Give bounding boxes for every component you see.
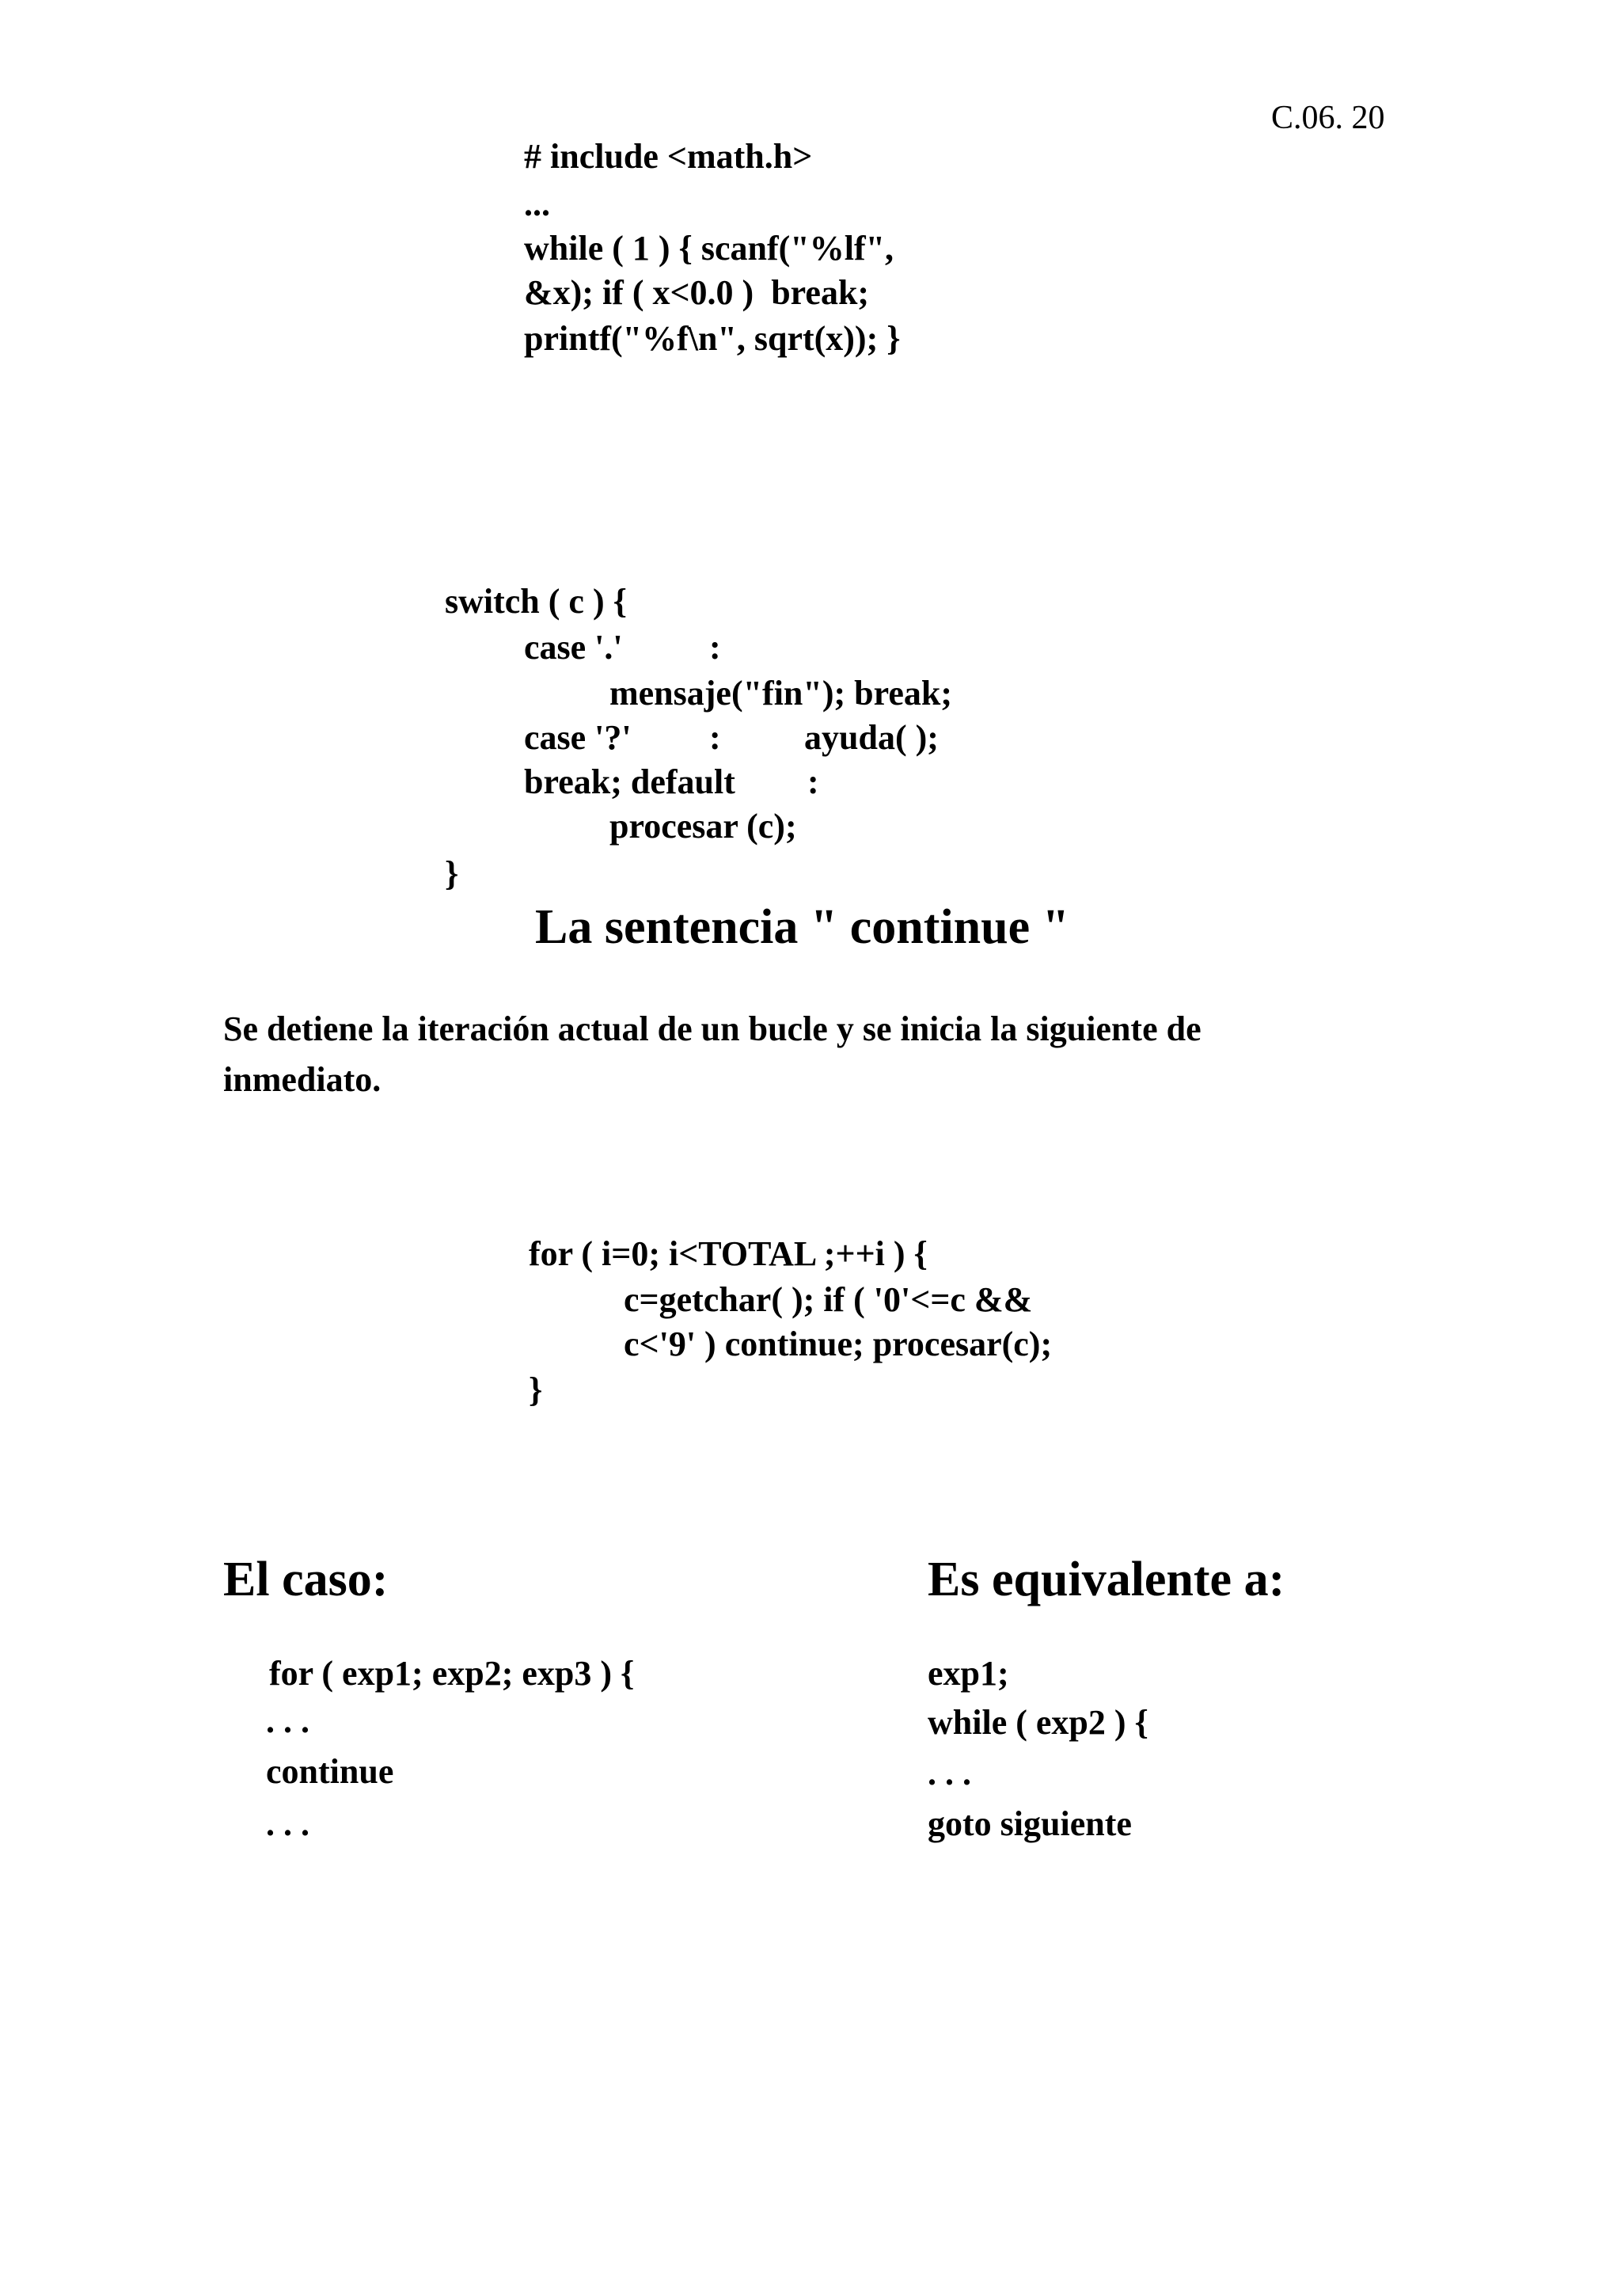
code-colon: : [709, 718, 721, 757]
code-line: continue [266, 1752, 394, 1791]
code-line: procesar (c); [609, 807, 797, 846]
code-line: c<'9' ) continue; procesar(c); [624, 1325, 1053, 1363]
code-line: mensaje("fin"); break; [609, 674, 952, 713]
code-line: while ( exp2 ) { [928, 1703, 1148, 1742]
code-line: } [529, 1370, 543, 1409]
code-line: exp1; [928, 1654, 1009, 1693]
code-line: while ( 1 ) { scanf("%lf", [524, 229, 894, 268]
code-line: printf("%f\n", sqrt(x)); } [524, 319, 901, 358]
code-line: &x); if ( x<0.0 ) break; [524, 273, 870, 312]
description-line: Se detiene la iteración actual de un bucle y se inicia la siguiente de [223, 1009, 1202, 1048]
code-line: ... [524, 184, 550, 223]
code-line: . . . [928, 1754, 971, 1792]
code-colon: : [709, 628, 721, 667]
code-line: c=getchar( ); if ( '0'<=c && [624, 1280, 1033, 1319]
comparison-right-heading: Es equivalente a: [928, 1553, 1285, 1606]
code-line: # include <math.h> [524, 137, 813, 176]
comparison-left-heading: El caso: [223, 1553, 389, 1606]
description-line: inmediato. [223, 1060, 382, 1099]
code-line: for ( exp1; exp2; exp3 ) { [269, 1654, 635, 1693]
section-title: La sentencia " continue " [535, 900, 1070, 954]
code-line: switch ( c ) { [445, 582, 627, 621]
code-line: goto siguiente [928, 1804, 1132, 1843]
code-line: ayuda( ); [804, 718, 939, 757]
page-number: C.06. 20 [1271, 100, 1385, 136]
code-colon: : [807, 762, 819, 801]
code-line: . . . [266, 1701, 309, 1740]
code-line: for ( i=0; i<TOTAL ;++i ) { [529, 1234, 928, 1273]
code-line: } [445, 854, 459, 893]
code-line: case '?' [524, 718, 632, 757]
code-line: . . . [266, 1804, 309, 1843]
code-line: case '.' [524, 628, 623, 667]
code-line: break; default [524, 762, 735, 801]
